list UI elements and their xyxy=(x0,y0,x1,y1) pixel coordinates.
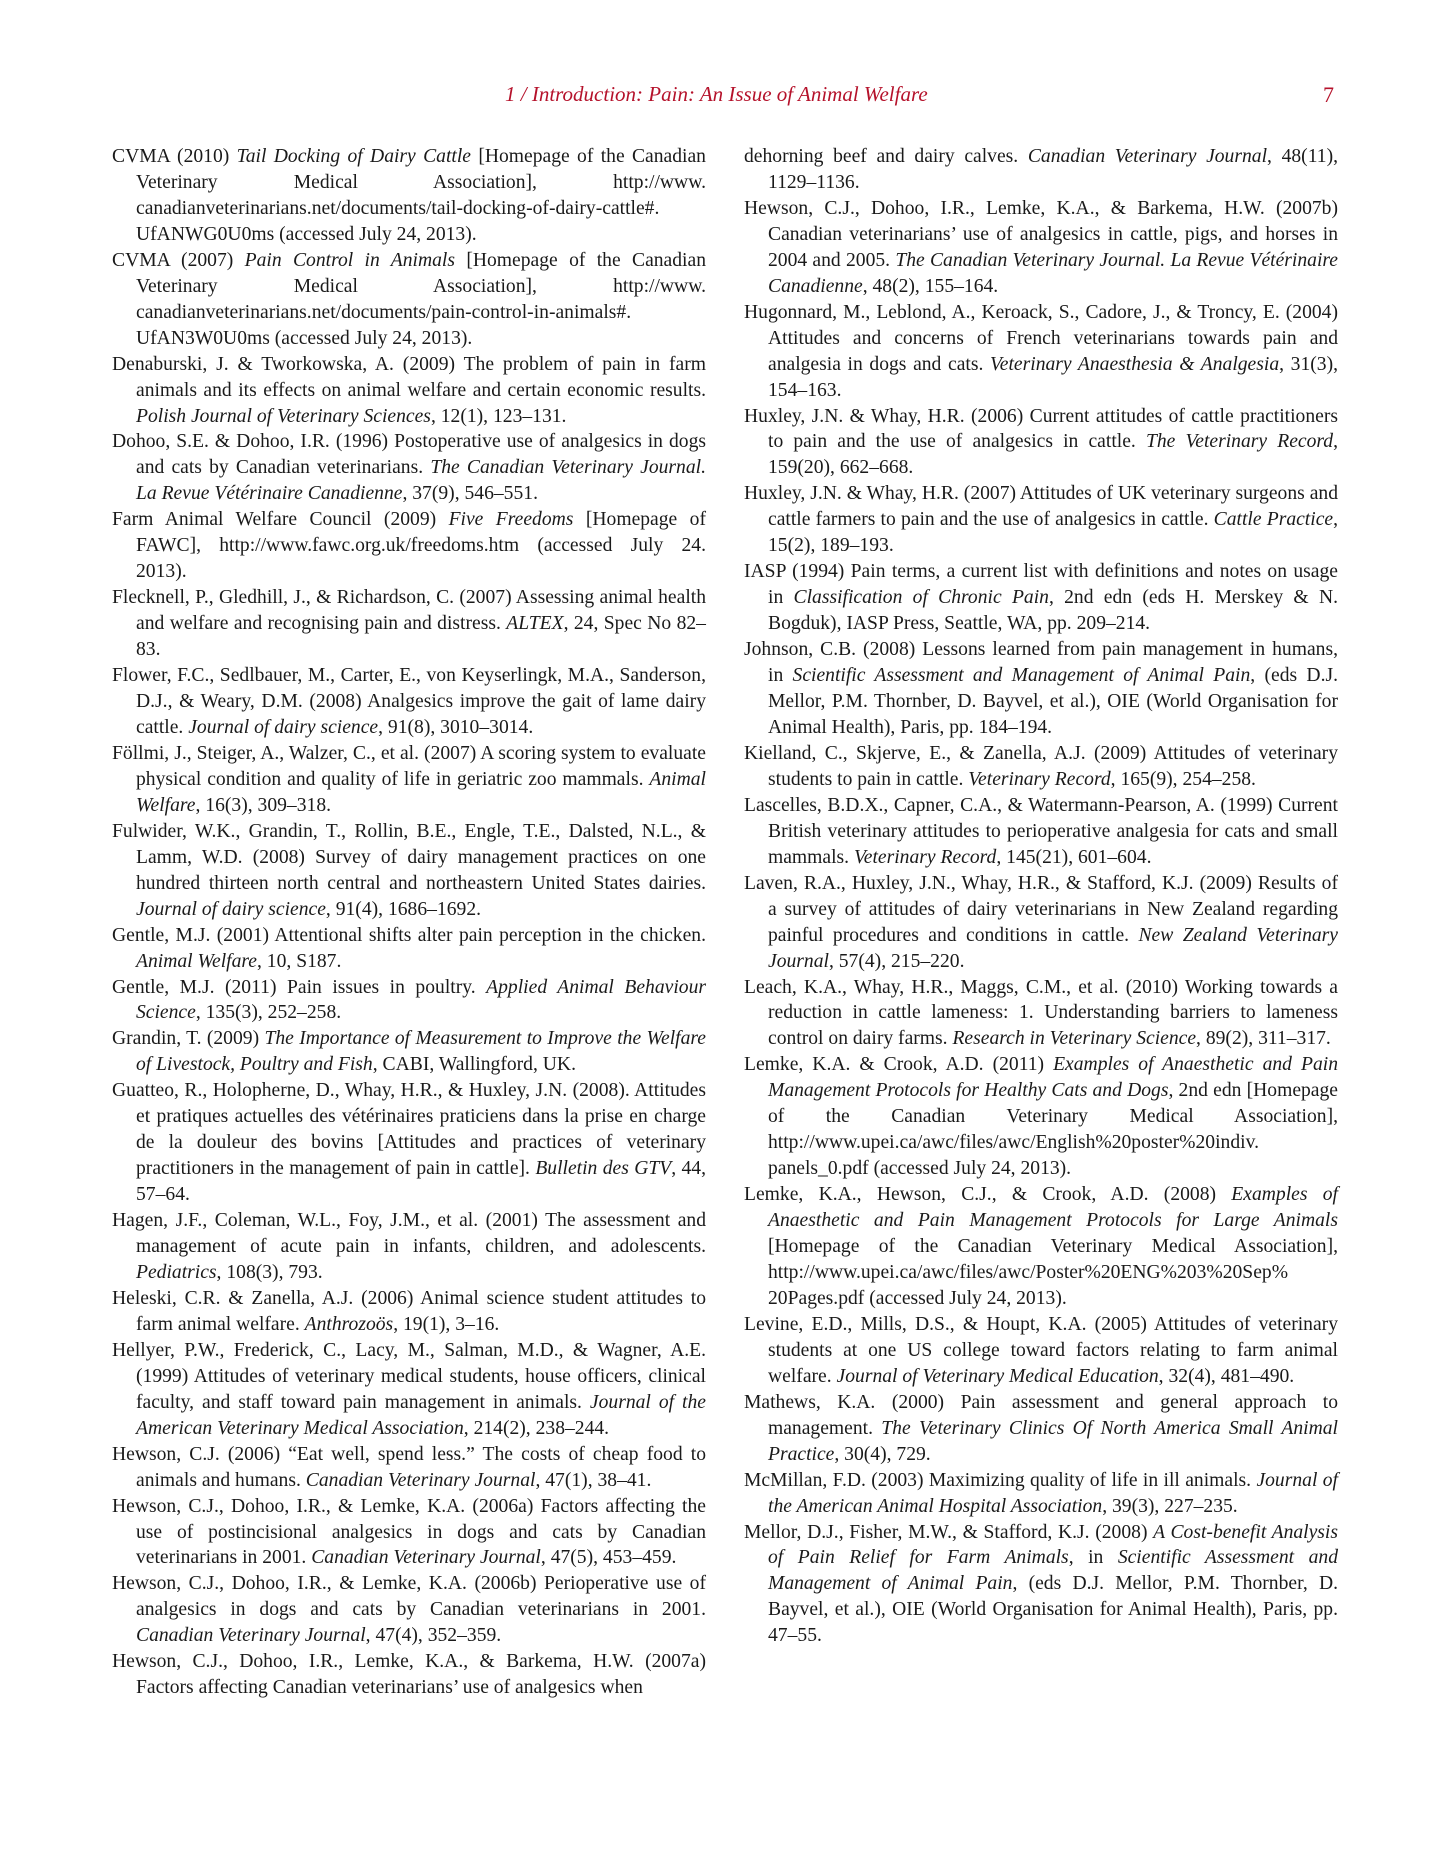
reference-text: , (eds D.J. Mellor, P.M. Thornber, D. Bayvel, et al.), OIE (World Organisation for Animal Health), Paris, pp. 184–194. xyxy=(768,665,1338,738)
reference-text: [Homepage of the Canadian Veterinary Medical Association], http://www. canadianveterinarians.net/documents/tail-docking-of-dairy-cattle#. UfANWG0U0ms (accessed July 24, 2013). xyxy=(136,146,706,245)
page-number: 7 xyxy=(1323,82,1334,107)
reference-entry xyxy=(744,1468,1338,1520)
reference-text: , 89(2), 311–317. xyxy=(1196,1028,1331,1050)
reference-italic-text: Animal Welfare xyxy=(136,768,706,816)
reference-entry xyxy=(744,1520,1338,1650)
reference-entry xyxy=(112,663,706,741)
reference-italic-text: Canadian Veterinary Journal xyxy=(305,1469,536,1491)
reference-text: Denaburski, J. & Tworkowska, A. (2009) The problem of pain in farm animals and its effects on animal welfare and certain economic results. xyxy=(112,353,706,401)
reference-italic-text: The Veterinary Clinics Of North America Small Animal Practice xyxy=(768,1417,1338,1465)
reference-text: , CABI, Wallingford, UK. xyxy=(372,1054,576,1076)
reference-entry xyxy=(112,819,706,923)
reference-italic-text: The Canadian Veterinary Journal. La Revue Vétérinaire Canadienne xyxy=(768,249,1338,297)
reference-text: Mathews, K.A. (2000) Pain assessment and general approach to management. xyxy=(744,1391,1338,1439)
reference-entry xyxy=(112,741,706,819)
reference-entry xyxy=(744,300,1338,404)
reference-text: , 15(2), 189–193. xyxy=(768,509,1338,557)
reference-text: McMillan, F.D. (2003) Maximizing quality of life in ill animals. xyxy=(744,1469,1257,1491)
reference-italic-text: Applied Animal Behaviour Science xyxy=(136,976,706,1024)
reference-italic-text: Canadian Veterinary Journal xyxy=(311,1547,541,1569)
reference-text: , 47(1), 38–41. xyxy=(535,1469,652,1491)
reference-text: , 44, 57–64. xyxy=(136,1158,706,1206)
reference-italic-text: Journal of the American Veterinary Medical Association xyxy=(136,1391,706,1439)
reference-text: , 30(4), 729. xyxy=(834,1443,931,1465)
reference-text: Mellor, D.J., Fisher, M.W., & Stafford, K.J. (2008) xyxy=(744,1521,1154,1543)
reference-text: Fulwider, W.K., Grandin, T., Rollin, B.E., Engle, T.E., Dalsted, N.L., & Lamm, W.D. (2008) Survey of dairy management practices on one hundred thirteen north central and northeastern United States dairies. xyxy=(112,820,706,894)
reference-italic-text: Five Freedoms xyxy=(448,509,574,531)
reference-text: [Homepage of the Canadian Veterinary Medical Association], http://www. canadianveterinarians.net/documents/pain-control-in-animals#. UfAN3W0U0ms (accessed July 24, 2013). xyxy=(136,249,706,349)
reference-text: Laven, R.A., Huxley, J.N., Whay, H.R., & Stafford, K.J. (2009) Results of a survey of attitudes of dairy veterinarians in New Zealand regarding painful procedures and conditions in cattle. xyxy=(744,872,1338,946)
reference-text: , 10, S187. xyxy=(257,950,342,972)
reference-text: Hewson, C.J., Dohoo, I.R., & Lemke, K.A. (2006b) Perioperative use of analgesics in dogs and cats by Canadian veterinarians in 2001. xyxy=(112,1573,706,1621)
reference-entry xyxy=(744,481,1338,559)
reference-text: , 57(4), 215–220. xyxy=(828,950,965,972)
reference-text: [Homepage of the Canadian Veterinary Medical Association], http://www.upei.ca/awc/files/awc/Poster%20ENG%203%20Sep% 20Pages.pdf (accessed July 24, 2013). xyxy=(768,1236,1338,1309)
reference-italic-text: Canadian Veterinary Journal xyxy=(1027,146,1268,167)
reference-text: Guatteo, R., Holopherne, D., Whay, H.R., & Huxley, J.N. (2008). Attitudes et pratiques actuelles des vétérinaires praticiens dans la prise en charge de la douleur des bovins [Attitudes and practices of veterinary practitioners in the management of pain in cattle]. xyxy=(112,1080,706,1180)
reference-text: Hewson, C.J. (2006) “Eat well, spend less.” The costs of cheap food to animals and humans. xyxy=(112,1443,706,1491)
reference-italic-text: ALTEX xyxy=(506,613,564,635)
reference-column-left xyxy=(112,144,706,1701)
reference-text: Kielland, C., Skjerve, E., & Zanella, A.J. (2009) Attitudes of veterinary students to pain in cattle. xyxy=(744,742,1338,790)
reference-text: , 16(3), 309–318. xyxy=(195,794,332,816)
reference-entry xyxy=(744,871,1338,975)
reference-italic-text: The Veterinary Record xyxy=(1145,431,1334,453)
reference-entry xyxy=(112,1208,706,1286)
reference-text: [Homepage of FAWC], http://www.fawc.org.uk/freedoms.htm (accessed July 24. 2013). xyxy=(136,509,706,583)
reference-text: Hewson, C.J., Dohoo, I.R., & Lemke, K.A. (2006a) Factors affecting the use of postincisional analgesics in dogs and cats by Canadian veterinarians in 2001. xyxy=(112,1495,706,1569)
reference-italic-text: Canadian Veterinary Journal xyxy=(136,1625,366,1647)
reference-entry xyxy=(744,1182,1338,1312)
reference-entry xyxy=(112,975,706,1027)
reference-text: Föllmi, J., Steiger, A., Walzer, C., et al. (2007) A scoring system to evaluate physical condition and quality of life in geriatric zoo mammals. xyxy=(112,742,706,790)
reference-text: , 214(2), 238–244. xyxy=(463,1417,610,1439)
reference-text: Leach, K.A., Whay, H.R., Maggs, C.M., et al. (2010) Working towards a reduction in cattle lameness: 1. Understanding barriers to lameness control on dairy farms. xyxy=(744,976,1338,1050)
reference-entry xyxy=(744,637,1338,741)
reference-text: Hugonnard, M., Leblond, A., Keroack, S., Cadore, J., & Troncy, E. (2004) Attitudes and concerns of French veterinarians towards pain and analgesia in dogs and cats. xyxy=(744,301,1338,375)
reference-italic-text: Bulletin des GTV xyxy=(535,1158,672,1180)
reference-text: , 91(4), 1686–1692. xyxy=(325,898,482,920)
reference-text: Hagen, J.F., Coleman, W.L., Foy, J.M., et al. (2001) The assessment and management of acute pain in infants, children, and adolescents. xyxy=(112,1210,706,1258)
reference-text: Hellyer, P.W., Frederick, C., Lacy, M., Salman, M.D., & Wagner, A.E. (1999) Attitudes of veterinary medical students, house officers, clinical faculty, and staff toward pain management in animals. xyxy=(112,1339,706,1413)
reference-entry xyxy=(112,1078,706,1208)
reference-text: , 135(3), 252–258. xyxy=(195,1002,342,1024)
reference-text: , 39(3), 227–235. xyxy=(1102,1495,1238,1517)
reference-text: dehorning beef and dairy calves. xyxy=(744,146,1028,167)
reference-italic-text: Veterinary Record xyxy=(853,846,997,868)
reference-entry xyxy=(112,585,706,663)
reference-entry xyxy=(744,975,1338,1053)
reference-text: , 47(4), 352–359. xyxy=(365,1625,502,1647)
reference-text: , in xyxy=(1068,1547,1118,1569)
reference-italic-text: Research in Veterinary Science xyxy=(952,1028,1197,1050)
reference-text: , 2nd edn [Homepage of the Canadian Veterinary Medical Association], http://www.upei.ca/awc/files/awc/English%20poster%20indiv. panels_0.pdf (accessed July 24, 2013). xyxy=(768,1080,1338,1180)
reference-text: Lemke, K.A., Hewson, C.J., & Crook, A.D. (2008) xyxy=(744,1184,1232,1206)
reference-text: , 165(9), 254–258. xyxy=(1110,768,1256,790)
reference-text: , 31(3), 154–163. xyxy=(768,353,1339,401)
reference-text: , 48(11), 1129–1136. xyxy=(768,146,1338,193)
reference-text: , 32(4), 481–490. xyxy=(1158,1365,1295,1387)
reference-text: Flower, F.C., Sedlbauer, M., Carter, E., von Keyserlingk, M.A., Sanderson, D.J., & Weary, D.M. (2008) Analgesics improve the gait of lame dairy cattle. xyxy=(112,665,706,738)
reference-italic-text: Veterinary Anaesthesia & Analgesia xyxy=(990,353,1280,375)
reference-italic-text: Journal of Veterinary Medical Education xyxy=(836,1365,1159,1387)
running-head xyxy=(0,82,1445,112)
reference-italic-text: Scientific Assessment and Management of Animal Pain xyxy=(768,1547,1338,1595)
reference-text: Hewson, C.J., Dohoo, I.R., Lemke, K.A., & Barkema, H.W. (2007b) Canadian veterinarians’ use of analgesics in cattle, pigs, and horses in 2004 and 2005. xyxy=(744,197,1338,271)
reference-entry xyxy=(112,144,706,248)
reference-text: Huxley, J.N. & Whay, H.R. (2007) Attitudes of UK veterinary surgeons and cattle farmers to pain and the use of analgesics in cattle. xyxy=(744,483,1338,531)
reference-italic-text: Animal Welfare xyxy=(136,950,257,972)
reference-text: Lemke, K.A. & Crook, A.D. (2011) xyxy=(744,1054,1054,1076)
reference-italic-text: Anthrozoös xyxy=(304,1313,394,1335)
reference-entry xyxy=(112,1571,706,1649)
reference-text: , 47(5), 453–459. xyxy=(540,1547,677,1569)
reference-italic-text: Examples of Anaesthetic and Pain Management Protocols for Large Animals xyxy=(768,1184,1338,1232)
reference-text: Levine, E.D., Mills, D.S., & Houpt, K.A. (2005) Attitudes of veterinary students at one US college toward factors relating to farm animal welfare. xyxy=(744,1313,1338,1387)
reference-italic-text: Tail Docking of Dairy Cattle xyxy=(236,146,471,167)
reference-text: Gentle, M.J. (2011) Pain issues in poultry. xyxy=(112,976,487,998)
reference-text: Dohoo, S.E. & Dohoo, I.R. (1996) Postoperative use of analgesics in dogs and cats by Canadian veterinarians. xyxy=(112,431,706,479)
reference-italic-text: The Importance of Measurement to Improve the Welfare of Livestock, Poultry and Fish xyxy=(136,1028,706,1076)
reference-text: CVMA (2007) xyxy=(112,249,245,271)
reference-italic-text: Pain Control in Animals xyxy=(244,249,455,271)
reference-entry xyxy=(744,741,1338,793)
reference-entry xyxy=(744,1052,1338,1182)
reference-text: Heleski, C.R. & Zanella, A.J. (2006) Animal science student attitudes to farm animal welfare. xyxy=(112,1287,706,1335)
reference-text: , 24, Spec No 82–83. xyxy=(136,613,706,661)
reference-entry xyxy=(112,1494,706,1572)
reference-text: , 37(9), 546–551. xyxy=(402,483,538,505)
reference-italic-text: Scientific Assessment and Management of Animal Pain xyxy=(792,665,1251,687)
reference-text: Grandin, T. (2009) xyxy=(112,1028,265,1050)
reference-italic-text: Journal of dairy science xyxy=(188,716,379,738)
reference-entry xyxy=(744,559,1338,637)
reference-text: , 19(1), 3–16. xyxy=(393,1313,500,1335)
reference-entry xyxy=(744,793,1338,871)
reference-italic-text: Veterinary Record xyxy=(968,768,1111,790)
running-title: 1 / Introduction: Pain: An Issue of Animal Welfare xyxy=(505,82,928,106)
reference-text: , 2nd edn (eds H. Merskey & N. Bogduk), IASP Press, Seattle, WA, pp. 209–214. xyxy=(768,587,1338,635)
reference-entry xyxy=(112,1026,706,1078)
reference-entry xyxy=(744,144,1338,196)
reference-italic-text: Examples of Anaesthetic and Pain Management Protocols for Healthy Cats and Dogs xyxy=(768,1054,1338,1102)
reference-italic-text: Classification of Chronic Pain xyxy=(793,587,1049,609)
reference-entry xyxy=(112,1442,706,1494)
reference-text: Flecknell, P., Gledhill, J., & Richardson, C. (2007) Assessing animal health and welfare and recognising pain and distress. xyxy=(112,587,706,635)
reference-text: Gentle, M.J. (2001) Attentional shifts alter pain perception in the chicken. xyxy=(112,924,706,946)
reference-entry xyxy=(112,429,706,507)
reference-text: Lascelles, B.D.X., Capner, C.A., & Watermann-Pearson, A. (1999) Current British veterinary attitudes to perioperative analgesia for cats and small mammals. xyxy=(744,794,1338,868)
reference-text: , 145(21), 601–604. xyxy=(996,846,1152,868)
reference-text: , 108(3), 793. xyxy=(216,1261,323,1283)
reference-italic-text: New Zealand Veterinary Journal xyxy=(768,924,1338,972)
reference-entry xyxy=(112,923,706,975)
reference-entry xyxy=(744,1312,1338,1390)
reference-italic-text: The Canadian Veterinary Journal. La Revue Vétérinaire Canadienne xyxy=(136,457,706,505)
reference-entry xyxy=(112,507,706,585)
reference-text: , 159(20), 662–668. xyxy=(768,431,1338,479)
reference-italic-text: Pediatrics xyxy=(136,1261,217,1283)
reference-entry xyxy=(112,1649,706,1701)
reference-entry xyxy=(744,196,1338,300)
reference-text: , (eds D.J. Mellor, P.M. Thornber, D. Bayvel, et al.), OIE (World Organisation for Animal Health), Paris, pp. 47–55. xyxy=(768,1573,1338,1647)
reference-column-right xyxy=(744,144,1338,1649)
reference-text: Hewson, C.J., Dohoo, I.R., Lemke, K.A., & Barkema, H.W. (2007a) Factors affecting Canadian veterinarians’ use of analgesics when xyxy=(112,1651,706,1699)
reference-italic-text: Cattle Practice xyxy=(1213,509,1334,531)
reference-text: Huxley, J.N. & Whay, H.R. (2006) Current attitudes of cattle practitioners to pain and the use of analgesics in cattle. xyxy=(744,405,1338,453)
reference-italic-text: Journal of dairy science xyxy=(136,898,326,920)
reference-entry xyxy=(744,404,1338,482)
reference-text: Farm Animal Welfare Council (2009) xyxy=(112,509,449,531)
reference-italic-text: A Cost-benefit Analysis of Pain Relief for Farm Animals xyxy=(768,1521,1338,1569)
reference-text: CVMA (2010) xyxy=(112,146,237,167)
reference-entry xyxy=(744,1390,1338,1468)
reference-italic-text: Journal of the American Animal Hospital Association xyxy=(768,1469,1338,1517)
reference-entry xyxy=(112,352,706,430)
reference-text: IASP (1994) Pain terms, a current list with definitions and notes on usage in xyxy=(744,561,1338,609)
reference-entry xyxy=(112,248,706,352)
reference-text: , 91(8), 3010–3014. xyxy=(378,716,534,738)
reference-entry xyxy=(112,1286,706,1338)
reference-text: Johnson, C.B. (2008) Lessons learned from pain management in humans, in xyxy=(744,639,1338,687)
reference-text: , 12(1), 123–131. xyxy=(430,405,567,427)
reference-italic-text: Polish Journal of Veterinary Sciences xyxy=(136,405,431,427)
reference-text: , 48(2), 155–164. xyxy=(862,275,999,297)
reference-entry xyxy=(112,1338,706,1442)
